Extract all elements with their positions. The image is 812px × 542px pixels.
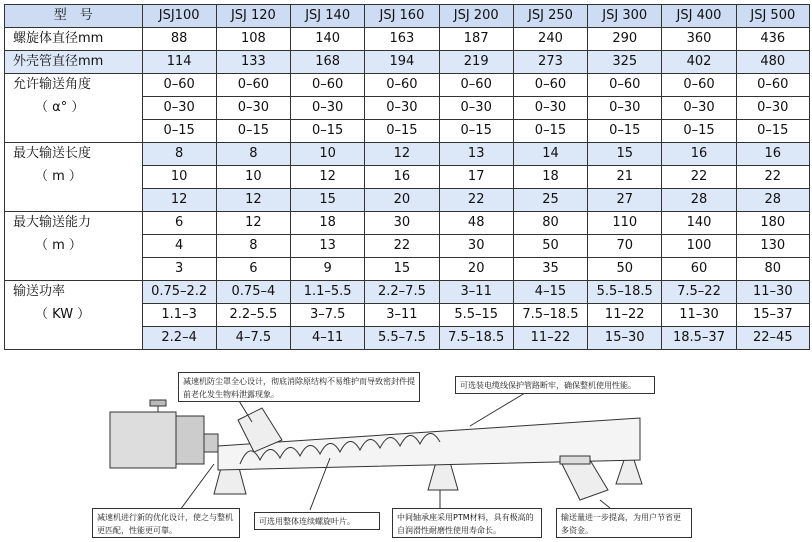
table-cell: 0.75–4 <box>216 281 290 304</box>
table-cell: 6 <box>142 212 216 235</box>
header-cell: JSJ 500 <box>736 5 809 28</box>
table-cell: 0–60 <box>365 74 439 97</box>
table-cell: 16 <box>662 143 736 166</box>
table-cell: 0–60 <box>439 74 513 97</box>
table-cell: 325 <box>588 51 662 74</box>
table-cell: 12 <box>216 212 290 235</box>
table-cell: 290 <box>588 28 662 51</box>
table-cell: 0–60 <box>142 74 216 97</box>
table-cell: 15 <box>291 189 365 212</box>
table-row <box>5 74 810 97</box>
row-label: 螺旋体直径mm <box>5 28 143 51</box>
note-bearing-material: 中间轴承座采用PTM材料，具有极高的自润滑性耐磨性使用寿命长。 <box>392 508 542 538</box>
header-cell: JSJ 160 <box>365 5 439 28</box>
row-label-blank <box>5 327 143 350</box>
table-cell: 2.2–7.5 <box>365 281 439 304</box>
table-cell: 48 <box>439 212 513 235</box>
table-cell: 1.1–5.5 <box>291 281 365 304</box>
table-cell: 0–60 <box>662 74 736 97</box>
table-row <box>5 327 810 350</box>
table-cell: 21 <box>588 166 662 189</box>
table-cell: 0–15 <box>662 120 736 143</box>
table-cell: 10 <box>216 166 290 189</box>
table-cell: 273 <box>513 51 587 74</box>
table-cell: 2.2–4 <box>142 327 216 350</box>
table-cell: 0–30 <box>142 97 216 120</box>
table-cell: 25 <box>513 189 587 212</box>
table-cell: 12 <box>142 189 216 212</box>
table-cell: 7.5–22 <box>662 281 736 304</box>
table-cell: 0–60 <box>736 74 809 97</box>
table-cell: 0–15 <box>291 120 365 143</box>
table-cell: 7.5–18.5 <box>513 304 587 327</box>
table-cell: 4 <box>142 235 216 258</box>
row-label: 最大输送能力 <box>5 212 143 235</box>
note-screw-blade: 可选用整体连续螺旋叶片。 <box>254 512 380 530</box>
table-cell: 0–15 <box>142 120 216 143</box>
table-row <box>5 281 810 304</box>
row-label-blank <box>5 258 143 281</box>
table-cell: 114 <box>142 51 216 74</box>
table-cell: 50 <box>588 258 662 281</box>
table-cell: 0–15 <box>216 120 290 143</box>
table-cell: 402 <box>662 51 736 74</box>
note-dust-cover: 减速机防尘罩全心设计，彻底消除原结构不易维护而导致密封件提前老化发生物料泄露现象。 <box>178 372 420 402</box>
row-label: 输送功率 <box>5 281 143 304</box>
table-cell: 10 <box>291 143 365 166</box>
table-cell: 0–15 <box>736 120 809 143</box>
table-cell: 12 <box>365 143 439 166</box>
header-cell: 型 号 <box>5 5 143 28</box>
header-cell: JSJ100 <box>142 5 216 28</box>
row-label: 外壳管直径mm <box>5 51 143 74</box>
table-cell: 35 <box>513 258 587 281</box>
table-row <box>5 97 810 120</box>
table-cell: 2.2–5.5 <box>216 304 290 327</box>
table-cell: 194 <box>365 51 439 74</box>
table-cell: 22 <box>662 166 736 189</box>
table-cell: 30 <box>365 212 439 235</box>
table-cell: 11–30 <box>662 304 736 327</box>
table-cell: 60 <box>662 258 736 281</box>
table-cell: 12 <box>291 166 365 189</box>
row-label: 最大输送长度 <box>5 143 143 166</box>
table-cell: 10 <box>142 166 216 189</box>
table-row <box>5 235 810 258</box>
table-cell: 0–15 <box>588 120 662 143</box>
row-label-blank <box>5 120 143 143</box>
row-unit: （ m ） <box>5 235 143 258</box>
table-cell: 140 <box>662 212 736 235</box>
table-cell: 4–11 <box>291 327 365 350</box>
table-cell: 4–15 <box>513 281 587 304</box>
table-cell: 4–7.5 <box>216 327 290 350</box>
table-cell: 3–11 <box>439 281 513 304</box>
table-cell: 0–30 <box>588 97 662 120</box>
table-cell: 436 <box>736 28 809 51</box>
table-row <box>5 166 810 189</box>
table-cell: 15 <box>588 143 662 166</box>
table-cell: 0–30 <box>736 97 809 120</box>
reducer <box>176 416 204 464</box>
table-cell: 8 <box>142 143 216 166</box>
table-cell: 1.1–3 <box>142 304 216 327</box>
table-cell: 18 <box>291 212 365 235</box>
note-reducer-design: 减速机进行新的优化设计，使之与整机更匹配，性能更可靠。 <box>92 508 240 538</box>
table-cell: 22 <box>736 166 809 189</box>
table-cell: 3–7.5 <box>291 304 365 327</box>
table-cell: 20 <box>439 258 513 281</box>
table-cell: 11–22 <box>588 304 662 327</box>
table-cell: 11–22 <box>513 327 587 350</box>
table-cell: 70 <box>588 235 662 258</box>
table-cell: 8 <box>216 143 290 166</box>
table-cell: 0–30 <box>291 97 365 120</box>
table-cell: 140 <box>291 28 365 51</box>
note-capacity-increase: 输送量进一步提高，为用户节省更多资金。 <box>556 508 692 538</box>
table-cell: 0–30 <box>662 97 736 120</box>
table-cell: 14 <box>513 143 587 166</box>
table-cell: 110 <box>588 212 662 235</box>
table-cell: 80 <box>513 212 587 235</box>
header-cell: JSJ 120 <box>216 5 290 28</box>
table-cell: 100 <box>662 235 736 258</box>
table-cell: 27 <box>588 189 662 212</box>
table-header-row <box>5 5 810 28</box>
table-cell: 7.5–18.5 <box>439 327 513 350</box>
header-cell: JSJ 300 <box>588 5 662 28</box>
row-label: 允许输送角度 <box>5 74 143 97</box>
table-cell: 163 <box>365 28 439 51</box>
table-cell: 133 <box>216 51 290 74</box>
row-label-blank <box>5 189 143 212</box>
table-cell: 0–60 <box>216 74 290 97</box>
table-cell: 108 <box>216 28 290 51</box>
note-cable-protection: 可选装电缆线保护管路断牢，确保整机使用性能。 <box>455 376 655 394</box>
table-cell: 17 <box>439 166 513 189</box>
table-row <box>5 120 810 143</box>
table-cell: 480 <box>736 51 809 74</box>
table-cell: 15–30 <box>588 327 662 350</box>
table-row <box>5 28 810 51</box>
table-cell: 16 <box>736 143 809 166</box>
table-cell: 13 <box>291 235 365 258</box>
table-cell: 28 <box>736 189 809 212</box>
table-cell: 3 <box>142 258 216 281</box>
header-cell: JSJ 250 <box>513 5 587 28</box>
table-row <box>5 143 810 166</box>
table-cell: 22–45 <box>736 327 809 350</box>
row-unit: （ KW ） <box>5 304 143 327</box>
table-cell: 0–30 <box>365 97 439 120</box>
table-cell: 130 <box>736 235 809 258</box>
spec-table <box>4 4 810 350</box>
table-cell: 0–30 <box>439 97 513 120</box>
table-cell: 11–30 <box>736 281 809 304</box>
table-cell: 12 <box>216 189 290 212</box>
table-row <box>5 304 810 327</box>
table-row <box>5 212 810 235</box>
table-row <box>5 51 810 74</box>
table-cell: 240 <box>513 28 587 51</box>
table-cell: 13 <box>439 143 513 166</box>
table-cell: 219 <box>439 51 513 74</box>
table-cell: 3–11 <box>365 304 439 327</box>
table-cell: 18 <box>513 166 587 189</box>
table-cell: 168 <box>291 51 365 74</box>
table-cell: 6 <box>216 258 290 281</box>
motor <box>110 412 176 468</box>
row-unit: （ α° ） <box>5 97 143 120</box>
table-cell: 18.5–37 <box>662 327 736 350</box>
header-cell: JSJ 400 <box>662 5 736 28</box>
table-cell: 28 <box>662 189 736 212</box>
outlet-chute <box>560 460 608 500</box>
table-cell: 5.5–18.5 <box>588 281 662 304</box>
table-cell: 15 <box>365 258 439 281</box>
table-cell: 360 <box>662 28 736 51</box>
table-cell: 30 <box>439 235 513 258</box>
table-cell: 22 <box>365 235 439 258</box>
table-cell: 0–60 <box>513 74 587 97</box>
table-cell: 0–30 <box>216 97 290 120</box>
table-cell: 16 <box>365 166 439 189</box>
table-cell: 5.5–7.5 <box>365 327 439 350</box>
table-cell: 50 <box>513 235 587 258</box>
table-cell: 0–15 <box>439 120 513 143</box>
table-cell: 88 <box>142 28 216 51</box>
table-cell: 187 <box>439 28 513 51</box>
table-cell: 20 <box>365 189 439 212</box>
table-cell: 5.5–15 <box>439 304 513 327</box>
header-cell: JSJ 200 <box>439 5 513 28</box>
table-cell: 22 <box>439 189 513 212</box>
table-cell: 0–15 <box>513 120 587 143</box>
table-cell: 8 <box>216 235 290 258</box>
table-cell: 0.75–2.2 <box>142 281 216 304</box>
table-cell: 80 <box>736 258 809 281</box>
table-cell: 9 <box>291 258 365 281</box>
row-unit: （ m ） <box>5 166 143 189</box>
table-row <box>5 189 810 212</box>
table-cell: 0–60 <box>588 74 662 97</box>
table-cell: 0–60 <box>291 74 365 97</box>
table-cell: 15–37 <box>736 304 809 327</box>
header-cell: JSJ 140 <box>291 5 365 28</box>
table-cell: 0–30 <box>513 97 587 120</box>
table-cell: 0–15 <box>365 120 439 143</box>
table-row <box>5 258 810 281</box>
table-cell: 180 <box>736 212 809 235</box>
